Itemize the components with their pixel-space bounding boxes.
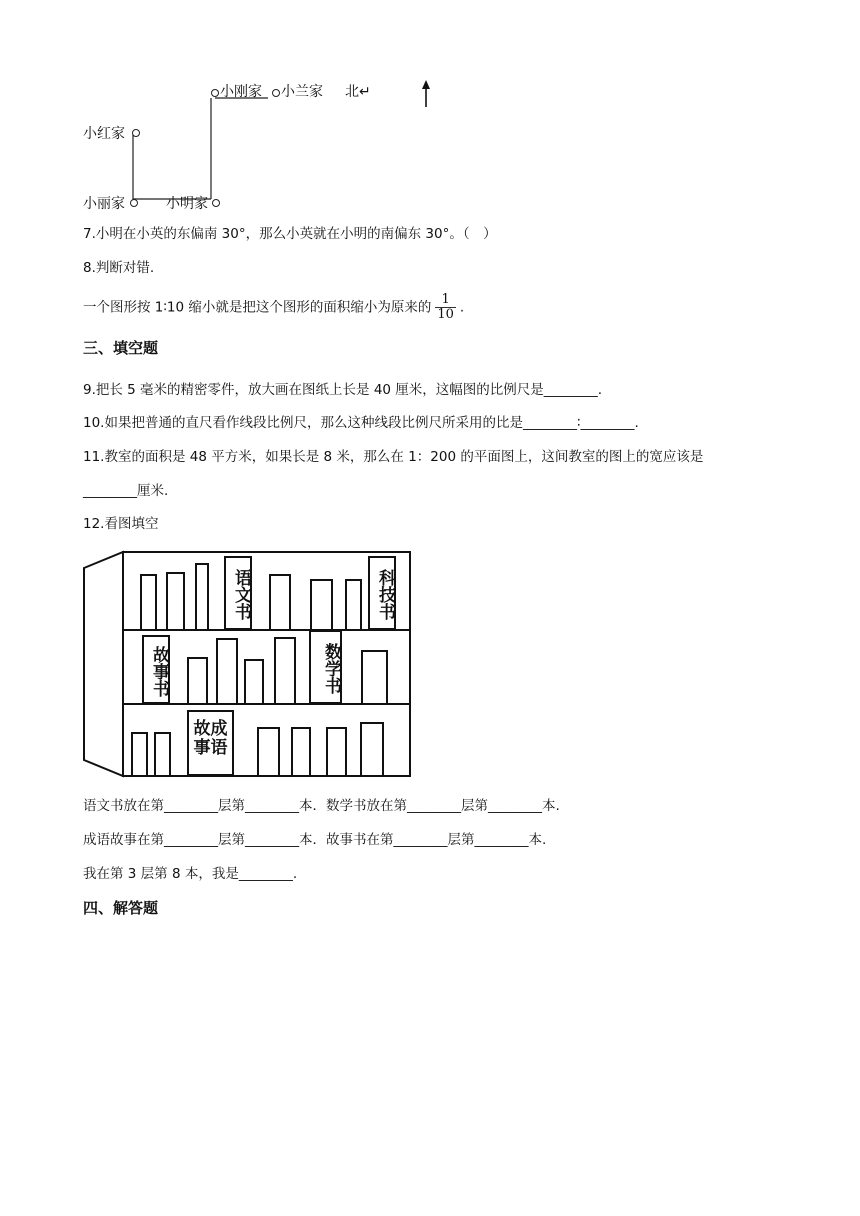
question-11-line-2: ________厘米. bbox=[83, 483, 169, 499]
xiaogang-home-label: 小刚家 bbox=[220, 84, 262, 100]
question-8-title: 8.判断对错. bbox=[83, 260, 155, 276]
book-story: 故事书 bbox=[142, 635, 170, 704]
fraction-denominator: 10 bbox=[437, 307, 454, 322]
question-8-end: . bbox=[459, 299, 465, 316]
fraction-numerator: 1 bbox=[441, 292, 450, 307]
book-science: 科技书 bbox=[368, 556, 396, 630]
question-8-text: 一个图形按 1∶10 缩小就是把这个图形的面积缩小为原来的 bbox=[83, 299, 432, 316]
question-10: 10.如果把普通的直尺看作线段比例尺，那么这种线段比例尺所采用的比是________∶________. bbox=[83, 415, 639, 431]
xiaolan-home-label: 小兰家 bbox=[281, 84, 323, 100]
book-idiom-story-top: 故成 bbox=[193, 719, 228, 739]
xiaoli-home-label: 小丽家 bbox=[83, 196, 125, 212]
book-idiom-story bbox=[187, 710, 234, 776]
fill-line-2: 成语故事在第________层第________本．故事书在第________层第________本. bbox=[83, 832, 547, 848]
book-chinese: 语文书 bbox=[224, 556, 252, 630]
book-idiom-story-bottom: 事语 bbox=[193, 738, 228, 758]
book-math: 数学书 bbox=[309, 630, 342, 704]
fill-line-1: 语文书放在第________层第________本．数学书放在第________层第________本. bbox=[83, 798, 560, 814]
north-label: 北↵ bbox=[345, 84, 371, 100]
xiaoming-home-label: 小明家 bbox=[166, 196, 208, 212]
section-3-heading: 三、填空题 bbox=[83, 339, 159, 357]
question-12-title: 12.看图填空 bbox=[83, 516, 159, 532]
question-11-line-1: 11.教室的面积是 48 平方米，如果长是 8 米，那么在 1：200 的平面图上，这间教室的图上的宽应该是 bbox=[83, 449, 704, 465]
question-9: 9.把长 5 毫米的精密零件，放大画在图纸上长是 40 厘米，这幅图的比例尺是________. bbox=[83, 382, 603, 398]
section-4-heading: 四、解答题 bbox=[83, 899, 159, 917]
question-7: 7.小明在小英的东偏南 30°，那么小英就在小明的南偏东 30°。（ ） bbox=[83, 226, 497, 242]
fill-line-3: 我在第 3 层第 8 本，我是________. bbox=[83, 866, 298, 882]
xiaohong-home-label: 小红家 bbox=[83, 126, 125, 142]
